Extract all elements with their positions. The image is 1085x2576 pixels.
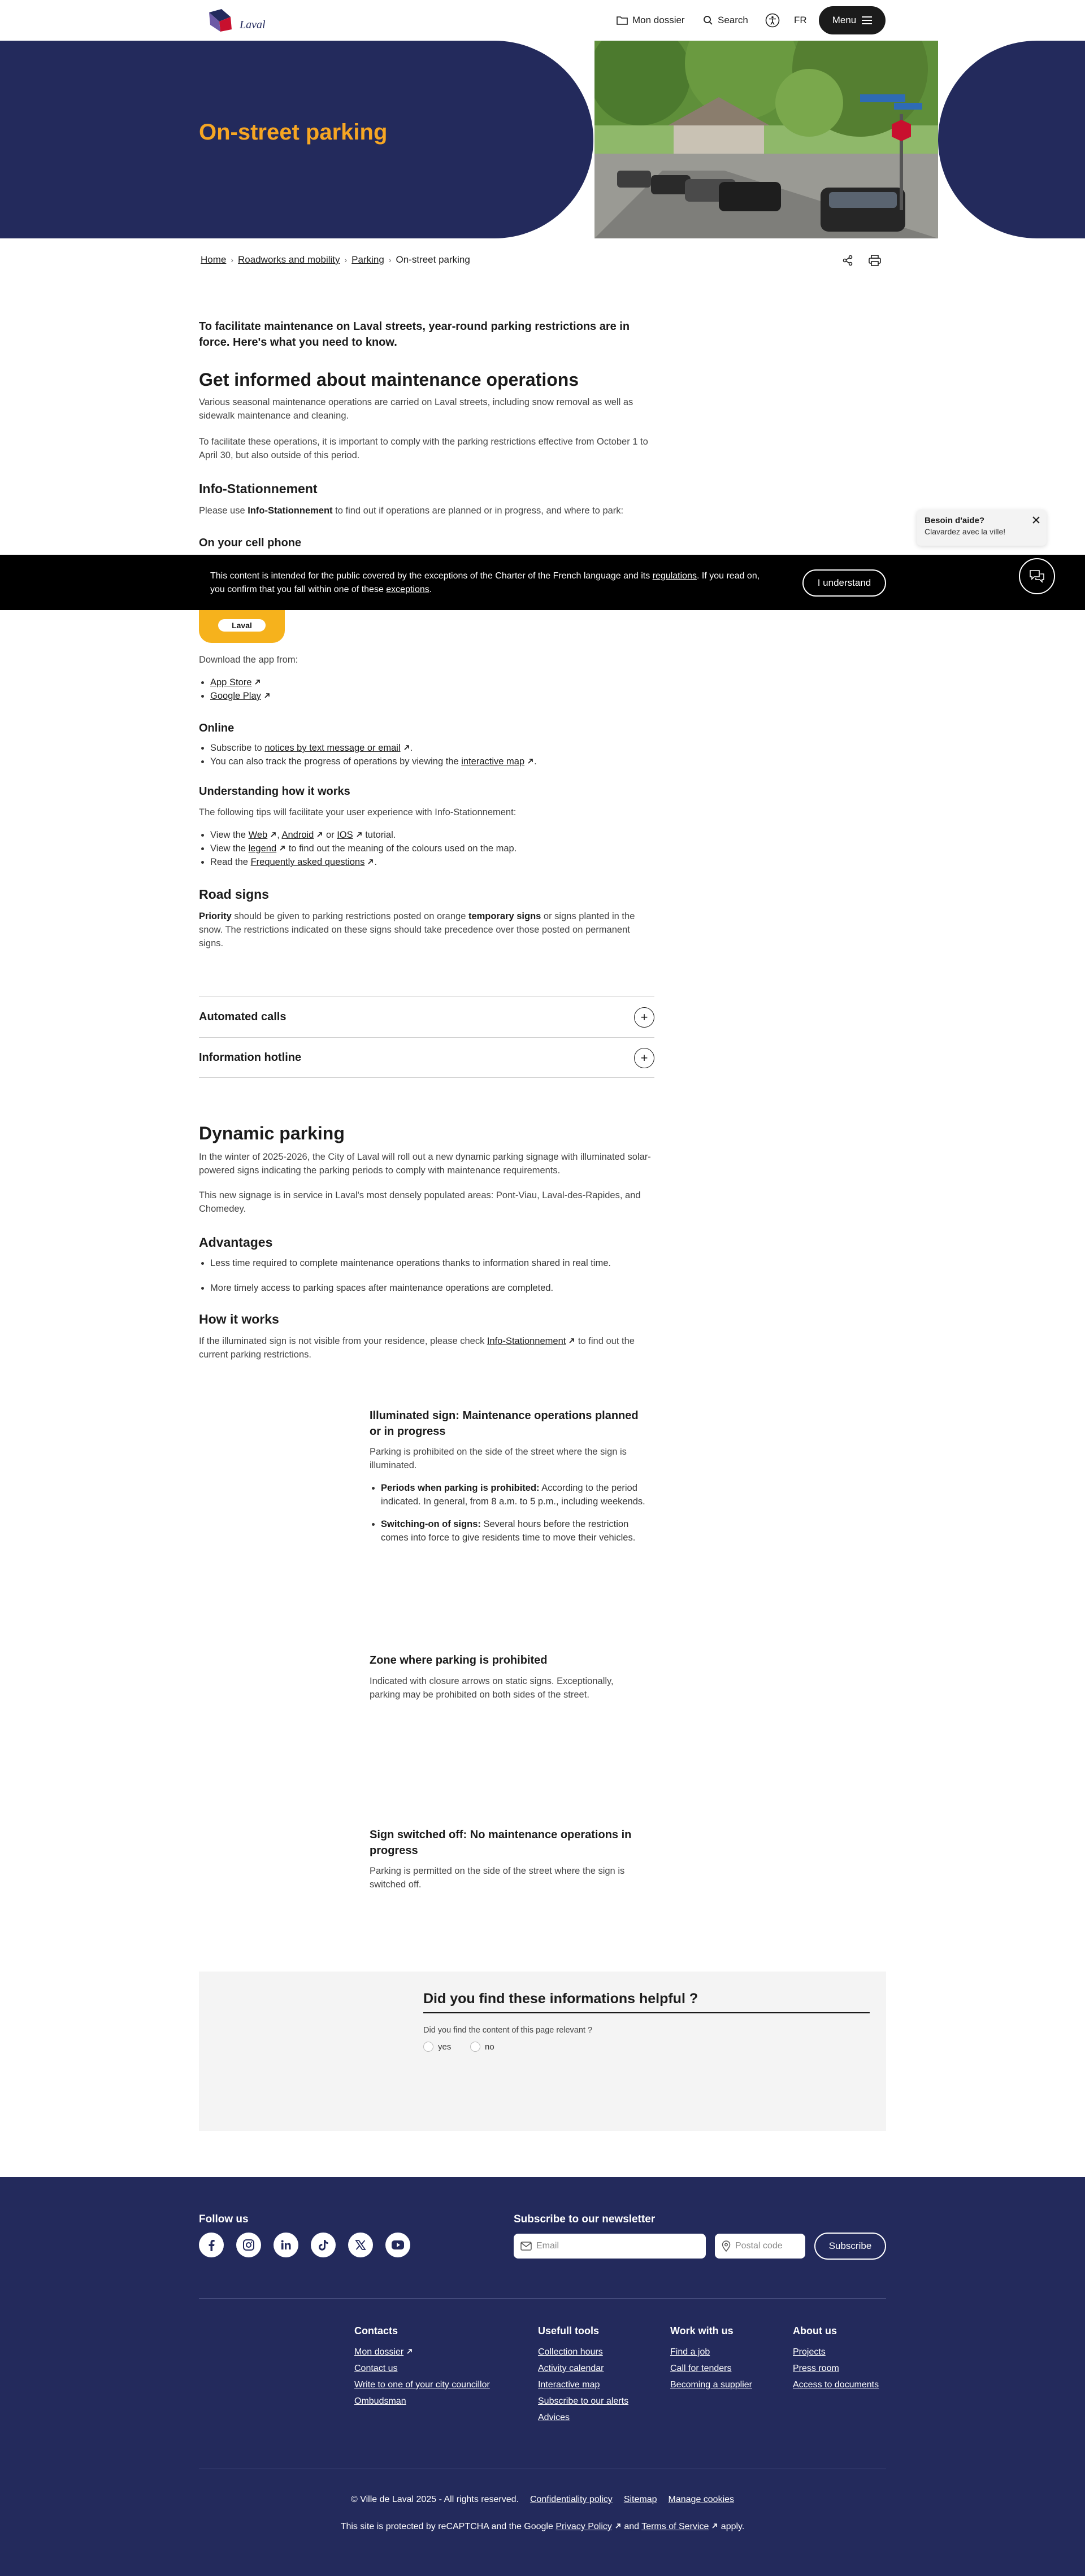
follow-us-heading: Follow us <box>199 2213 249 2225</box>
text-fragment: Please use <box>199 506 248 516</box>
recaptcha-notice <box>0 2522 1085 2532</box>
text-fragment: This content is intended for the public covered by the exceptions of the Charter of the French language and its <box>210 571 653 581</box>
feedback-yes-option[interactable] <box>423 2042 451 2052</box>
feedback-section <box>199 1972 886 2131</box>
text-fragment: If the illuminated sign is not visible from your residence, please check <box>199 1336 487 1346</box>
text-fragment: or signs planted in the snow. The restrictions indicated on these signs should take precedence over those posted on permanent signs. <box>199 911 635 948</box>
breadcrumb-separator: › <box>231 255 234 264</box>
list-item <box>381 1517 646 1544</box>
email-placeholder: Email <box>536 2241 559 2251</box>
dynamic-p2: This new signage is in service in Laval's most densely populated areas: Pont-Viau, Laval-des-Rapides, and Chomedey. <box>199 1190 641 1214</box>
x-link[interactable] <box>348 2233 373 2257</box>
youtube-icon <box>391 2240 405 2250</box>
privacy-policy-link[interactable]: Privacy Policy <box>555 2522 612 2531</box>
footer-link-ombudsman[interactable]: Ombudsman <box>354 2396 406 2406</box>
svg-text:Laval: Laval <box>240 19 266 31</box>
accessibility-button[interactable] <box>765 8 780 33</box>
breadcrumb-separator: › <box>388 255 392 264</box>
footer-link-projects[interactable]: Projects <box>793 2347 826 2357</box>
newsletter-heading: Subscribe to our newsletter <box>514 2213 656 2225</box>
footer-col-heading: Work with us <box>670 2325 734 2336</box>
footer-link-documents[interactable]: Access to documents <box>793 2380 879 2390</box>
text-bold: Info-Stationnement <box>248 506 333 516</box>
postal-placeholder: Postal code <box>735 2241 783 2251</box>
list-item <box>210 676 271 689</box>
how-it-works-text <box>199 1334 657 1361</box>
advantages-list <box>199 1256 657 1295</box>
linkedin-link[interactable] <box>274 2233 298 2257</box>
subscribe-button[interactable]: Subscribe <box>814 2233 886 2260</box>
x-icon <box>355 2239 366 2251</box>
text-bold: Priority <box>199 911 232 921</box>
help-title: Besoin d'aide? <box>925 516 985 525</box>
feedback-heading: Did you find these informations helpful ? <box>423 1991 698 2007</box>
text-fragment: , <box>277 830 282 840</box>
maintenance-p1: Various seasonal maintenance operations are carried on Laval streets, including snow removal as well as sidewalk maintenance and cleaning. <box>199 397 633 421</box>
footer-link-collection[interactable]: Collection hours <box>538 2347 603 2357</box>
google-play-link[interactable]: Google Play <box>210 691 261 701</box>
text-fragment: You can also track the progress of operations by viewing the <box>210 756 462 767</box>
list-item <box>210 689 271 703</box>
help-chat-bubble[interactable] <box>917 510 1047 546</box>
accessibility-icon <box>765 13 780 28</box>
footer-link-mon-dossier[interactable] <box>354 2344 524 2360</box>
online-list <box>199 741 657 768</box>
copyright: © Ville de Laval 2025 - All rights reserved. <box>350 2495 519 2504</box>
list-item: • Less time required to complete maintenance operations thanks to information shared in real time. <box>210 1256 657 1270</box>
faq-link[interactable]: Frequently asked questions <box>250 857 365 867</box>
illuminated-sign-text: Parking is prohibited on the side of the street where the sign is illuminated. <box>370 1447 627 1470</box>
my-file-label: Mon dossier <box>632 15 685 25</box>
footer-col-heading: About us <box>793 2325 837 2336</box>
footer-link-calendar[interactable]: Activity calendar <box>538 2364 604 2373</box>
text-fragment: . <box>410 743 413 753</box>
regulations-link[interactable]: regulations <box>652 571 697 581</box>
street-parking-photo <box>594 41 938 238</box>
footer-col-work <box>670 2325 778 2393</box>
footer-col-heading: Contacts <box>354 2325 398 2336</box>
instagram-icon <box>242 2239 255 2251</box>
external-link-icon <box>270 831 277 838</box>
text-bold: Periods when parking is prohibited: <box>381 1483 540 1493</box>
list-item <box>210 842 657 855</box>
external-link-icon <box>254 678 261 686</box>
feedback-no-option[interactable] <box>470 2042 494 2052</box>
maintenance-p2: To facilitate these operations, it is important to comply with the parking restrictions effective from October 1 to April 30, but also outside of this period. <box>199 437 648 460</box>
chat-button[interactable] <box>1019 558 1055 594</box>
footer-col-tools <box>538 2325 651 2426</box>
top-bar <box>0 0 1085 41</box>
external-link-icon <box>568 1337 575 1344</box>
help-subtitle: Clavardez avec la ville! <box>925 527 1006 536</box>
web-tutorial-link[interactable]: Web <box>248 830 268 840</box>
illuminated-sign-heading: Illuminated sign: Maintenance operations planned or in progress <box>370 1409 639 1438</box>
text-fragment: . <box>374 857 377 867</box>
feedback-question: Did you find the content of this page relevant ? <box>423 2026 593 2035</box>
share-button[interactable] <box>836 249 859 272</box>
accordion-label: Information hotline <box>199 1051 302 1064</box>
footer-link-alerts[interactable]: Subscribe to our alerts <box>538 2396 629 2406</box>
search-label: Search <box>718 15 748 25</box>
tips-list <box>199 828 657 869</box>
close-icon[interactable] <box>1032 516 1040 524</box>
text-fragment: or <box>323 830 337 840</box>
text-fragment: tutorial. <box>362 830 396 840</box>
info-stationnement-text <box>199 504 657 517</box>
language-toggle[interactable] <box>794 8 807 33</box>
text-fragment: . If you read on, you confirm that you fall within one of these <box>210 571 760 594</box>
breadcrumb <box>201 254 470 266</box>
footer-link-press[interactable]: Press room <box>793 2364 839 2373</box>
ios-tutorial-link[interactable]: IOS <box>337 830 353 840</box>
text-fragment: View the <box>210 843 249 854</box>
store-list <box>199 676 271 703</box>
external-link-icon <box>711 2522 718 2530</box>
app-icon-label: Laval <box>218 619 266 632</box>
understanding-text: The following tips will facilitate your user experience with Info-Stationnement: <box>199 807 517 817</box>
footer-col-heading: Usefull tools <box>538 2325 600 2336</box>
notice-text <box>210 569 770 597</box>
sign-off-heading: Sign switched off: No maintenance operations in progress <box>370 1829 632 1857</box>
breadcrumb-home[interactable]: Home <box>201 254 227 265</box>
list-item <box>210 741 657 755</box>
accordion-information-hotline[interactable] <box>199 1037 654 1078</box>
info-stationnement-link[interactable]: Info-Stationnement <box>487 1336 566 1346</box>
plus-icon: + <box>634 1048 654 1068</box>
hero-banner <box>0 41 1085 238</box>
notices-link[interactable]: notices by text message or email <box>264 743 401 753</box>
text-fragment: to find out the meaning of the colours used on the map. <box>286 843 517 854</box>
external-link-icon <box>355 831 363 838</box>
manage-cookies-link[interactable]: Manage cookies <box>668 2495 735 2504</box>
cell-phone-heading: On your cell phone <box>199 537 302 549</box>
breadcrumb-separator: › <box>344 255 348 264</box>
maintenance-heading: Get informed about maintenance operations <box>199 369 579 390</box>
footer-col-about <box>793 2325 895 2393</box>
exceptions-link[interactable]: exceptions <box>386 585 429 594</box>
breadcrumb-current: On-street parking <box>396 254 470 265</box>
menu-button[interactable] <box>819 6 886 34</box>
location-pin-icon <box>722 2240 731 2252</box>
list-item <box>381 1481 646 1508</box>
footer-link-supplier[interactable]: Becoming a supplier <box>670 2380 752 2390</box>
external-link-icon <box>403 744 410 751</box>
footer-legal-row <box>0 2495 1085 2505</box>
mail-icon <box>520 2242 532 2251</box>
footer-link-tenders[interactable]: Call for tenders <box>670 2364 732 2373</box>
text-fragment: Read the <box>210 857 251 867</box>
accordion-label: Automated calls <box>199 1011 287 1023</box>
link-text: Mon dossier <box>354 2347 404 2357</box>
plus-icon: + <box>634 1007 654 1028</box>
prohibited-zone-text: Indicated with closure arrows on static signs. Exceptionally, parking may be prohibited on both sides of the street. <box>370 1676 614 1700</box>
footer-col-contacts <box>354 2325 524 2409</box>
external-link-icon <box>279 845 286 852</box>
footer-link-advices[interactable]: Advices <box>538 2413 570 2422</box>
illuminated-sign-list <box>370 1481 646 1544</box>
text-fragment: . <box>534 756 537 767</box>
terms-link[interactable]: Terms of Service <box>641 2522 709 2531</box>
road-signs-text <box>199 910 657 950</box>
prohibited-zone-heading: Zone where parking is prohibited <box>370 1654 548 1666</box>
text-fragment: According to the period indicated. In general, from 8 a.m. to 5 p.m., including weekends. <box>381 1483 645 1507</box>
footer-link-councillor[interactable]: Write to one of your city councillor <box>354 2380 490 2390</box>
external-link-icon <box>316 831 323 838</box>
sitemap-link[interactable]: Sitemap <box>623 2495 657 2504</box>
dynamic-p1: In the winter of 2025-2026, the City of Laval will roll out a new dynamic parking signage with illuminated solar-powered signs indicating the parking periods to comply with maintenance requirements. <box>199 1152 651 1176</box>
hero-navy-shape-right <box>938 41 1085 238</box>
newsletter-email-input[interactable] <box>514 2234 706 2259</box>
laval-logo[interactable] <box>205 5 276 36</box>
tiktok-icon <box>318 2239 329 2251</box>
youtube-link[interactable] <box>385 2233 410 2257</box>
footer-link-job[interactable]: Find a job <box>670 2347 710 2357</box>
confidentiality-link[interactable]: Confidentiality policy <box>530 2495 613 2504</box>
printer-icon <box>869 255 881 266</box>
list-item <box>210 755 657 768</box>
print-button[interactable] <box>863 249 886 272</box>
text-fragment: This site is protected by reCAPTCHA and the Google <box>340 2522 556 2531</box>
download-text: Download the app from: <box>199 655 298 665</box>
chat-icon <box>1029 569 1045 583</box>
facebook-icon <box>207 2239 215 2251</box>
newsletter-postal-input[interactable] <box>715 2234 805 2259</box>
social-links <box>199 2233 410 2257</box>
text-fragment: and <box>621 2522 642 2531</box>
divider <box>199 1077 654 1078</box>
intro-text: To facilitate maintenance on Laval streets, year-round parking restrictions are in force. Here's what you need to know. <box>199 320 630 349</box>
instagram-link[interactable] <box>236 2233 261 2257</box>
breadcrumb-roadworks[interactable]: Roadworks and mobility <box>238 254 340 265</box>
text-fragment: apply. <box>718 2522 745 2531</box>
understand-button[interactable]: I understand <box>802 569 886 597</box>
footer-link-map[interactable]: Interactive map <box>538 2380 600 2390</box>
linkedin-icon <box>280 2239 292 2251</box>
radio-yes[interactable] <box>423 2042 433 2052</box>
share-icon <box>842 255 853 266</box>
text-fragment: should be given to parking restrictions posted on orange <box>231 911 468 921</box>
menu-label: Menu <box>832 15 857 25</box>
online-heading: Online <box>199 722 235 734</box>
text-fragment: to find out if operations are planned or in progress, and where to park: <box>332 506 624 516</box>
text-fragment: . <box>429 585 432 594</box>
app-store-link[interactable]: App Store <box>210 677 252 687</box>
text-fragment: Several hours before the restriction comes into force to give residents time to move their vehicles. <box>381 1519 636 1543</box>
external-link-icon <box>614 2522 622 2530</box>
language-notice-banner <box>0 555 1085 610</box>
sign-off-text: Parking is permitted on the side of the street where the sign is switched off. <box>370 1866 625 1890</box>
my-file-link[interactable] <box>617 8 685 33</box>
list-item <box>210 828 657 842</box>
hamburger-icon <box>862 16 872 24</box>
feedback-divider <box>423 2012 870 2013</box>
search-icon <box>703 15 713 25</box>
advantages-heading: Advantages <box>199 1235 273 1250</box>
footer-divider <box>199 2298 886 2299</box>
search-button[interactable] <box>703 8 748 33</box>
road-signs-heading: Road signs <box>199 887 269 902</box>
footer <box>0 2177 1085 2576</box>
external-link-icon <box>527 758 534 765</box>
page-title: On-street parking <box>199 120 388 145</box>
external-link-icon <box>406 2348 413 2355</box>
text-bold: Switching-on of signs: <box>381 1519 481 1529</box>
language-label: FR <box>794 15 807 25</box>
yes-label: yes <box>438 2042 452 2052</box>
interactive-map-link[interactable]: interactive map <box>461 756 525 767</box>
accordion-automated-calls[interactable] <box>199 997 654 1037</box>
no-label: no <box>485 2042 494 2052</box>
external-link-icon <box>367 858 374 865</box>
folder-icon <box>617 16 628 25</box>
external-link-icon <box>263 692 271 699</box>
list-item <box>210 855 657 869</box>
facebook-link[interactable] <box>199 2233 224 2257</box>
android-tutorial-link[interactable]: Android <box>281 830 314 840</box>
legend-link[interactable]: legend <box>248 843 277 854</box>
understanding-heading: Understanding how it works <box>199 785 350 798</box>
breadcrumb-parking[interactable]: Parking <box>351 254 384 265</box>
footer-link-contact[interactable]: Contact us <box>354 2364 398 2373</box>
text-fragment: to find out the current parking restrictions. <box>199 1336 635 1360</box>
dynamic-parking-heading: Dynamic parking <box>199 1123 345 1143</box>
tiktok-link[interactable] <box>311 2233 336 2257</box>
how-it-works-heading: How it works <box>199 1312 279 1326</box>
text-fragment: Subscribe to <box>210 743 265 753</box>
info-stationnement-heading: Info-Stationnement <box>199 481 318 496</box>
text-fragment: View the <box>210 830 249 840</box>
list-item: • More timely access to parking spaces after maintenance operations are completed. <box>210 1281 657 1295</box>
radio-no[interactable] <box>470 2042 480 2052</box>
text-bold: temporary signs <box>468 911 541 921</box>
